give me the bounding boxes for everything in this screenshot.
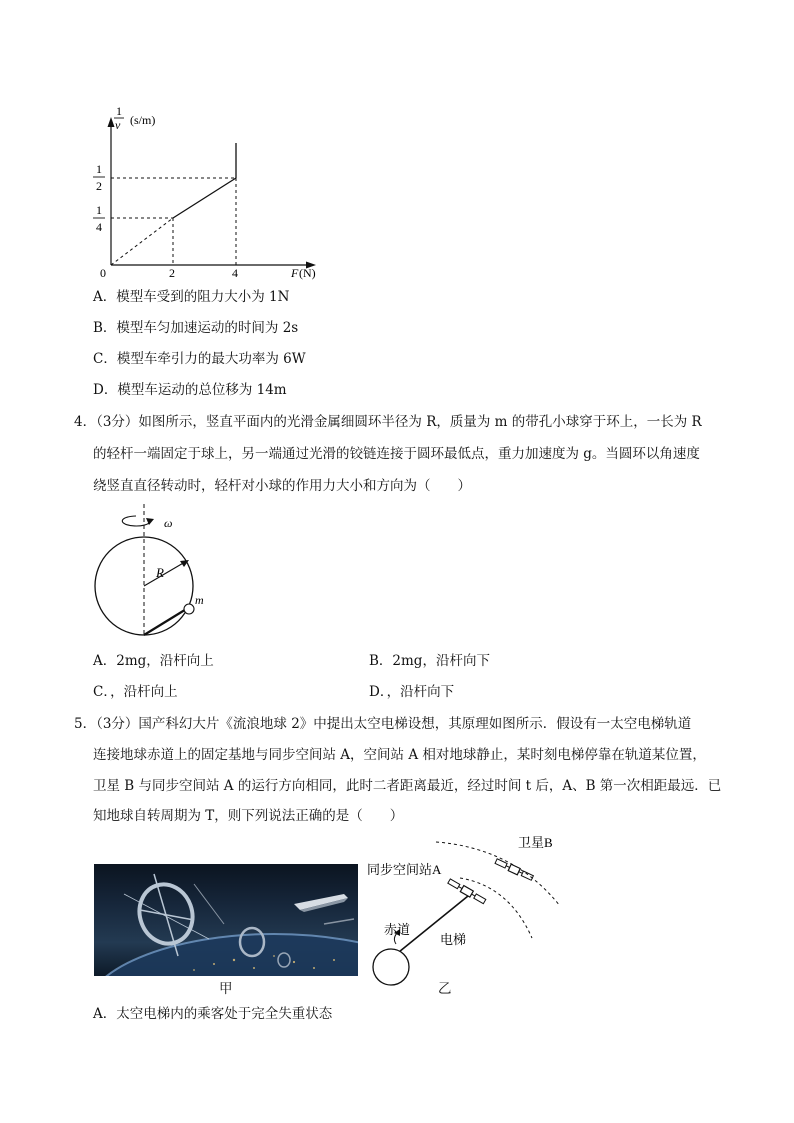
structure-strut — [194, 884, 224, 924]
elevator-label: 电梯 — [440, 932, 467, 947]
radius-label: R — [156, 565, 164, 580]
q3-option-d: D．模型车运动的总位移为 14m — [93, 382, 287, 398]
structure-beam — [324, 919, 354, 924]
ytick-half-num: 1 — [96, 162, 102, 176]
ytick-quarter-num: 1 — [96, 203, 102, 217]
q5-stem-line3: 卫星 B 与同步空间站 A 的运行方向相同，此时二者距离最近，经过时间 t 后，A、B 第一次相距最远．已 — [93, 778, 722, 794]
q4-option-d: D．，沿杆向下 — [369, 684, 455, 700]
q5-stem-line1: 5．（3分）国产科幻大片《流浪地球 2》中提出太空电梯设想，其原理如图所示．假设有一太空电梯轨道 — [74, 716, 692, 732]
satellite-b-label: 卫星B — [518, 835, 553, 850]
q4-option-a: A．2mg，沿杆向上 — [93, 653, 214, 669]
radius-line — [144, 562, 185, 586]
ytick-quarter-den: 4 — [96, 220, 102, 234]
omega-label: ω — [164, 516, 173, 530]
q4-option-c: C．，沿杆向上 — [93, 684, 178, 700]
q3-option-a: A．模型车受到的阻力大小为 1N — [93, 289, 290, 305]
origin-label: 0 — [100, 266, 106, 280]
spaceship — [294, 894, 348, 912]
station-a — [447, 878, 486, 905]
satellite-b — [495, 858, 534, 881]
linear-segment — [173, 178, 236, 218]
caption-yi: 乙 — [438, 981, 452, 997]
velocity-force-graph — [80, 95, 340, 280]
xlabel-unit: (N) — [299, 266, 316, 280]
mass-label: m — [195, 593, 204, 607]
q5-stem-line2: 连接地球赤道上的固定基地与同步空间站 A，空间站 A 相对地球静止，某时刻电梯停靠在轨道某位置， — [93, 747, 706, 763]
ytick-half-den: 2 — [96, 179, 102, 193]
station-a-label: 同步空间站A — [367, 862, 442, 877]
space-scene-drawing — [94, 864, 358, 976]
ylabel-den: v — [115, 118, 121, 132]
extrapolation-line — [111, 218, 173, 265]
movie-still-image — [94, 864, 358, 976]
earth-circle — [373, 949, 409, 985]
caption-jia: 甲 — [219, 981, 233, 997]
q4-stem-line1: 4．（3分）如图所示，竖直平面内的光滑金属细圆环半径为 R，质量为 m 的带孔小球穿于环上，一长为 R — [74, 414, 702, 430]
q4-stem-line2: 的轻杆一端固定于球上，另一端通过光滑的铰链连接于圆环最低点，重力加速度为 g。当圆环以角速度 — [93, 446, 700, 462]
q4-stem-line3: 绕竖直直径转动时，轻杆对小球的作用力大小和方向为（ ） — [93, 478, 471, 494]
station-a-orbit — [460, 878, 532, 938]
ball — [184, 604, 194, 614]
q4-option-b: B．2mg，沿杆向下 — [369, 653, 490, 669]
earth-limb — [94, 934, 358, 976]
satellite-b-orbit — [436, 842, 560, 906]
space-elevator-diagram — [364, 826, 564, 998]
ylabel-unit: (s/m) — [130, 113, 156, 127]
xtick-4: 4 — [232, 266, 238, 280]
q3-option-c: C．模型车牵引力的最大功率为 6W — [93, 351, 306, 367]
equator-label: 赤道 — [384, 922, 411, 937]
y-axis-arrow — [108, 117, 115, 127]
q5-option-a: A．太空电梯内的乘客处于完全失重状态 — [93, 1006, 333, 1022]
xtick-2: 2 — [169, 266, 175, 280]
xlabel-var: F — [291, 266, 299, 280]
rotation-arrow — [122, 516, 150, 526]
q5-stem-line4: 知地球自转周期为 T，则下列说法正确的是（ ） — [93, 808, 404, 824]
rotating-ring-figure — [88, 502, 218, 642]
q3-option-b: B．模型车匀加速运动的时间为 2s — [93, 320, 299, 336]
light-rod — [144, 608, 188, 635]
ylabel-num: 1 — [116, 104, 122, 118]
